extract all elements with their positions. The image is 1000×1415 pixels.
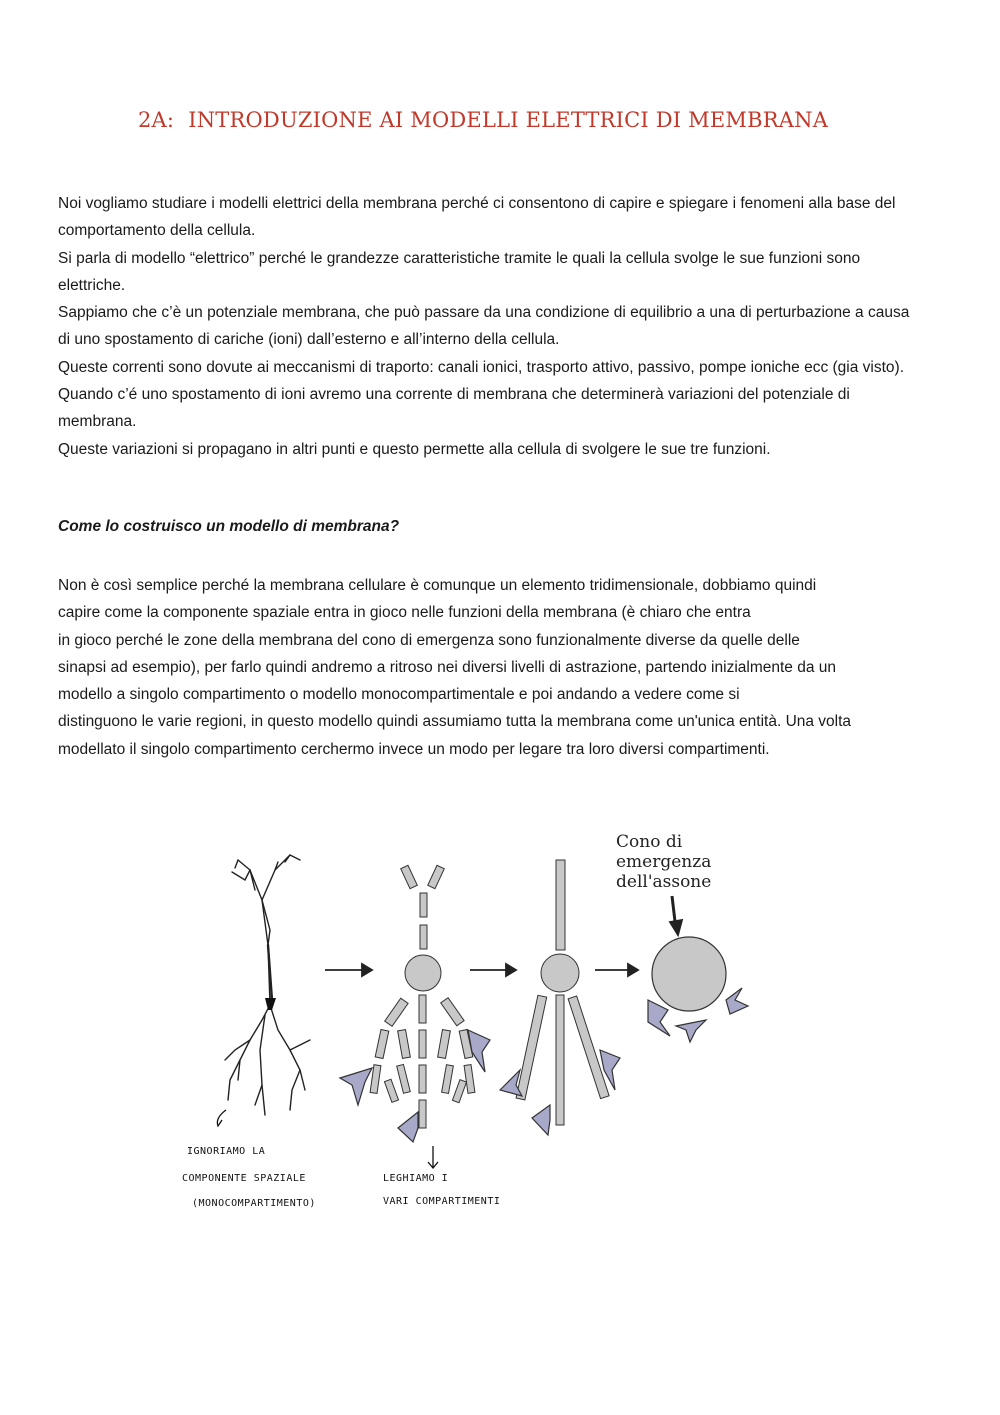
- cone-label-line: Cono di: [616, 832, 683, 852]
- body-line: distinguono le varie regioni, in questo modello quindi assumiamo tutta la membrana come un'unica entità. Una volta: [58, 713, 852, 731]
- section-question: Come lo costruisco un modello di membrana?: [58, 518, 400, 535]
- intro-line: di uno spostamento di cariche (ioni) dall’esterno e all’interno della cellula.: [58, 331, 560, 349]
- single-compartment-soma: [652, 937, 726, 1011]
- neuron-soma: [265, 998, 276, 1010]
- body-line: Non è così semplice perché la membrana cellulare è comunque un elemento tridimensionale, dobbiamo quindi: [58, 577, 817, 594]
- intro-line: membrana.: [58, 413, 137, 431]
- intro-line: Sappiamo che c’è un potenziale membrana, che può passare da una condizione di equilibrio a una di perturbazione a causa: [58, 304, 910, 322]
- reduced-model: [516, 860, 609, 1125]
- body-line: modellato il singolo compartimento cerchermo invece un modo per legare tra loro diversi compartimenti.: [58, 740, 770, 758]
- section-title: INTRODUZIONE AI MODELLI ELETTRICI DI MEMBRANA: [188, 108, 829, 132]
- body-line: in gioco perché le zone della membrana del cono di emergenza sono funzionalmente diverse da quelle delle: [58, 631, 800, 649]
- neuron-drawing: [225, 855, 310, 1115]
- cone-label: [616, 832, 711, 892]
- intro-line: Queste correnti sono dovute ai meccanismi di traporto: canali ionici, trasporto attivo, passivo, pompe ioniche ecc (gia visto).: [58, 358, 905, 376]
- cone-label-line: emergenza: [616, 852, 712, 872]
- note-mid-line: LEGHIAMO I: [383, 1173, 449, 1184]
- intro-line: comportamento della cellula.: [58, 222, 256, 240]
- body-line: sinapsi ad esempio), per farlo quindi andremo a ritroso nei diversi livelli di astrazione, partendo inizialmente da un: [58, 658, 836, 676]
- note-mid-line: VARI COMPARTIMENTI: [383, 1196, 501, 1207]
- arrows: [325, 896, 682, 976]
- note-left-line: IGNORIAMO LA: [187, 1146, 266, 1157]
- intro-line: Si parla di modello “elettrico” perché le grandezze caratteristiche tramite le quali la cellula svolge le sue funzioni sono: [58, 249, 861, 267]
- intro-line: Quando c’é uno spostamento di ioni avremo una corrente di membrana che determinerà variazioni del potenziale di: [58, 386, 850, 404]
- multicompartment-model: [370, 865, 475, 1128]
- section-number: 2A:: [138, 108, 175, 132]
- intro-line: Noi vogliamo studiare i modelli elettrici della membrana perché ci consentono di capire e spiegare i fenomeni alla base del: [58, 195, 896, 212]
- intro-line: Queste variazioni si propagano in altri punti e questo permette alla cellula di svolgere le sue tre funzioni.: [58, 440, 771, 458]
- handwritten-arrows: [217, 1110, 438, 1168]
- body-line: capire come la componente spaziale entra in gioco nelle funzioni della membrana (è chiaro che entra: [58, 604, 751, 622]
- intro-line: elettriche.: [58, 276, 126, 294]
- body-line: modello a singolo compartimento o modello monocompartimentale e poi andando a vedere come si: [58, 686, 740, 704]
- cone-label-line: dell'assone: [616, 872, 712, 892]
- note-left-line: (MONOCOMPARTIMENTO): [192, 1198, 316, 1209]
- note-left-line: COMPONENTE SPAZIALE: [182, 1173, 306, 1184]
